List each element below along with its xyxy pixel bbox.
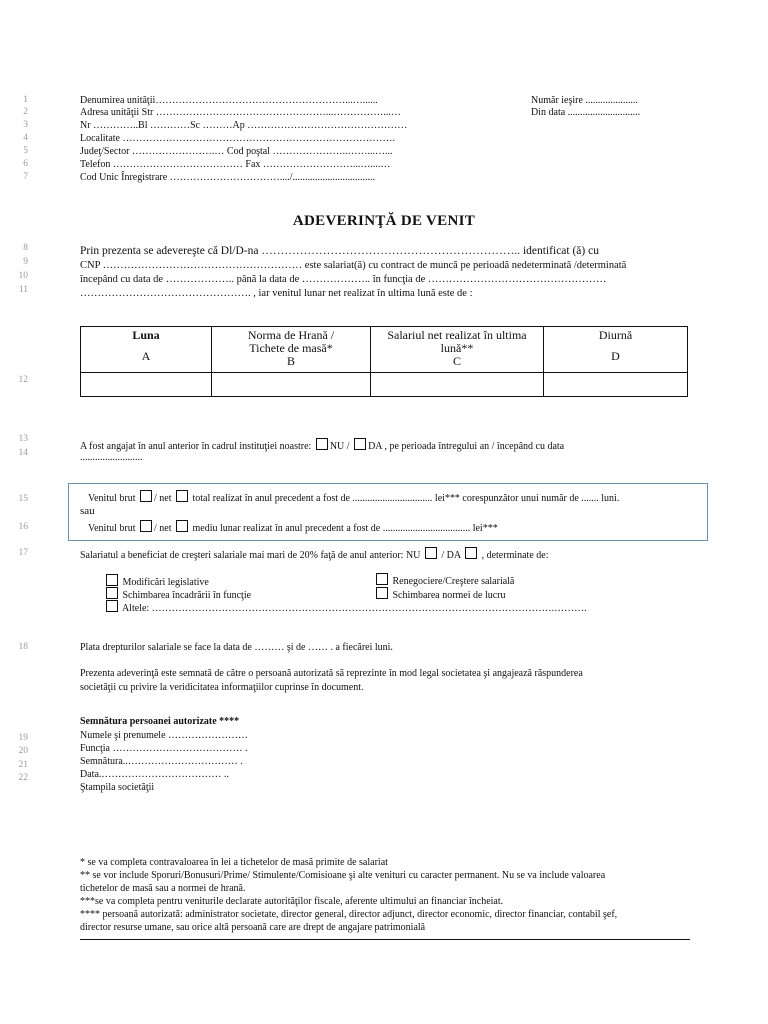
net-label: / net xyxy=(154,493,172,504)
col-letter-a: A xyxy=(141,349,151,363)
net-mediu-checkbox[interactable] xyxy=(176,520,188,532)
norma-label-1: Norma de Hrană / xyxy=(247,328,335,342)
footnote-3: ***se va completa pentru veniturile declarate autorităţilor fiscale, aferente ultimului an financiar încheiat. xyxy=(80,896,504,907)
numele-field: Numele şi prenumele …………………… xyxy=(80,730,249,741)
venit-brut-label: Venitul brut xyxy=(88,523,136,534)
line-number: 15 xyxy=(18,494,28,504)
line-number: 9 xyxy=(23,257,28,267)
footnote-4b: director resurse umane, sau orice altă persoană care are drept de angajare patrimonială xyxy=(80,922,426,933)
line-number: 10 xyxy=(18,271,28,281)
incadrare-label: Schimbarea încadrării în funcţie xyxy=(122,590,252,601)
line-number: 21 xyxy=(18,760,28,770)
intro-line-10: începând cu data de ……………….. până la data de ……………….. în funcţia de …………………………………………… xyxy=(80,274,607,285)
norma-checkbox[interactable] xyxy=(376,587,388,599)
salariu-label-2: lună** xyxy=(440,341,474,355)
numar-iesire: Număr ieşire ..................... xyxy=(531,95,638,106)
semnatura-field: Semnătura..…………………………… . xyxy=(80,756,243,767)
data-field: Data.……………………………… .. xyxy=(80,769,229,780)
cresteri-determinate: , determinate de: xyxy=(481,550,549,561)
line-number: 18 xyxy=(18,642,28,652)
line-number: 4 xyxy=(23,133,28,143)
col-letter-c: C xyxy=(452,354,461,368)
salariu-label-1: Salariul net realizat în ultima xyxy=(387,328,527,342)
altele-checkbox[interactable] xyxy=(106,600,118,612)
cresteri-line xyxy=(80,547,549,561)
din-data: Din data ............................. xyxy=(531,107,641,118)
line-number: 2 xyxy=(23,107,28,117)
renegociere-label: Renegociere/Creştere salarială xyxy=(392,576,515,587)
judet-sector: Judeţ/Sector …………………….… Cod poştal …………………..……...…... xyxy=(80,146,393,157)
footnote-2a: ** se vor include Sporuri/Bonusuri/Prime/ Stimulente/Comisioane şi alte venituri cu caracter permanent. Nu se va include valoarea xyxy=(80,870,606,881)
modificari-label: Modificări legislative xyxy=(122,577,209,588)
line-number: 20 xyxy=(18,746,28,756)
cresteri-nu-checkbox[interactable] xyxy=(425,547,437,559)
footnote-1: * se va completa contravaloarea în lei a tichetelor de masă primite de salariat xyxy=(80,857,388,868)
line-number: 7 xyxy=(23,172,28,182)
intro-line-11: …………………………………………. , iar venitul lunar net realizat în ultima lună este de : xyxy=(80,288,473,299)
nu-label: NU / xyxy=(329,441,350,452)
line-number: 12 xyxy=(18,375,28,385)
option-altele xyxy=(104,600,587,614)
prezenta-line-1: Prezenta adeverinţă este semnată de către o persoană autorizată să reprezinte în mod legal societatea şi angajează răspunderea xyxy=(80,668,583,679)
intro-line-8: Prin prezenta se adevereşte că Dl/D-na ………………………………………………………….. identificat (ă) cu xyxy=(80,245,599,257)
line-number: 6 xyxy=(23,159,28,169)
footnote-2b: tichetelor de masă sau a normei de hrană. xyxy=(80,883,246,894)
diurna-label: Diurnă xyxy=(598,328,633,342)
table-header-salariu xyxy=(371,327,544,373)
cell-salariu[interactable] xyxy=(371,373,544,397)
col-letter-b: B xyxy=(286,354,295,368)
luna-label: Luna xyxy=(132,328,160,342)
table-header-diurna xyxy=(544,327,688,373)
cell-luna[interactable] xyxy=(81,373,212,397)
venit-brut-label: Venitul brut xyxy=(88,493,136,504)
prezenta-line-2: societăţii cu privire la veridicitatea informaţiilor cuprinse în document. xyxy=(80,682,364,693)
localitate: Localitate ………………………………………………………………………. xyxy=(80,133,395,144)
anterior-data: ......................... xyxy=(80,452,143,463)
option-incadrare xyxy=(104,587,251,601)
cell-norma[interactable] xyxy=(212,373,371,397)
page-title: ADEVERINŢĂ DE VENIT xyxy=(292,213,476,229)
denumirea-unitatii: Denumirea unităţii…………………………………………………...…...... xyxy=(80,95,378,106)
intro-line-9: CNP ………………………………………………… este salariat(ă) cu contract de muncă pe perioadă nedeterminată /determinată xyxy=(80,260,627,271)
cresteri-text: Salariatul a beneficiat de creşteri salariale mai mari de 20% faţă de anul anterior: NU xyxy=(80,550,421,561)
line-number: 8 xyxy=(23,243,28,253)
venit-mediu-text: mediu lunar realizat în anul precedent a fost de ................................... lei*** xyxy=(192,523,498,534)
adresa-nr: Nr …………..Bl …………Sc ………Ap ………………………………………… xyxy=(80,120,408,131)
line-number: 13 xyxy=(18,434,28,444)
venit-total-text: total realizat în anul precedent a fost de ................................ lei*** corespunzător unui număr de ....... luni. xyxy=(192,493,620,504)
option-norma xyxy=(374,587,506,601)
brut-total-checkbox[interactable] xyxy=(140,490,152,502)
plata-text: Plata drepturilor salariale se face la data de ……… şi de …… . a fiecărei luni. xyxy=(80,642,393,653)
sau-label: sau xyxy=(80,505,95,517)
net-label: / net xyxy=(154,523,172,534)
line-number: 14 xyxy=(18,448,28,458)
line-number: 11 xyxy=(18,285,28,295)
table-header-luna xyxy=(81,327,212,373)
adresa-unitatii: Adresa unităţii Str ……………………………………………...……………...… xyxy=(80,107,401,118)
cresteri-da-label: / DA xyxy=(441,550,461,561)
col-letter-d: D xyxy=(611,349,620,363)
norma-label: Schimbarea normei de lucru xyxy=(392,590,506,601)
norma-label-2: Tichete de masă* xyxy=(249,341,333,355)
venit-table xyxy=(80,326,688,397)
option-modificari xyxy=(104,574,209,588)
line-number: 5 xyxy=(23,146,28,156)
line-number: 3 xyxy=(23,120,28,130)
telefon-fax: Telefon ………………………………… Fax ………………………...…....… xyxy=(80,159,391,170)
line-number: 17 xyxy=(18,548,28,558)
table-header-norma xyxy=(212,327,371,373)
line-number: 16 xyxy=(18,522,28,532)
stampila-field: Ştampila societăţii xyxy=(80,782,155,793)
functia-field: Funcţia ………………………………… . xyxy=(80,743,248,754)
incadrare-checkbox[interactable] xyxy=(106,587,118,599)
option-renegociere xyxy=(374,573,514,587)
da-checkbox[interactable] xyxy=(354,438,366,450)
brut-mediu-checkbox[interactable] xyxy=(140,520,152,532)
cresteri-da-checkbox[interactable] xyxy=(465,547,477,559)
renegociere-checkbox[interactable] xyxy=(376,573,388,585)
nu-checkbox[interactable] xyxy=(316,438,328,450)
line-number: 1 xyxy=(23,95,28,105)
bottom-divider xyxy=(80,939,690,940)
line-number: 22 xyxy=(18,773,28,783)
modificari-checkbox[interactable] xyxy=(106,574,118,586)
footnote-4a: **** persoană autorizată: administrator societate, director general, director adjunct, director economic, director financiar, contabil şef, xyxy=(80,909,618,920)
cod-unic: Cod Unic Înregistrare ……………………………..../................................. xyxy=(80,172,375,183)
semnatura-title: Semnătura persoanei autorizate **** xyxy=(80,716,240,727)
anterior-line xyxy=(80,438,564,452)
da-label: DA , pe perioada întregului an / începând cu data xyxy=(368,441,565,452)
line-number: 19 xyxy=(18,733,28,743)
altele-label: Altele: ………………………………………………………………………………………………………….………. xyxy=(121,603,587,614)
venit-total-line xyxy=(88,490,619,504)
anterior-text: A fost angajat în anul anterior în cadrul instituţiei noastre: xyxy=(80,441,312,452)
net-total-checkbox[interactable] xyxy=(176,490,188,502)
venit-mediu-line xyxy=(88,520,498,534)
cell-diurna[interactable] xyxy=(544,373,688,397)
